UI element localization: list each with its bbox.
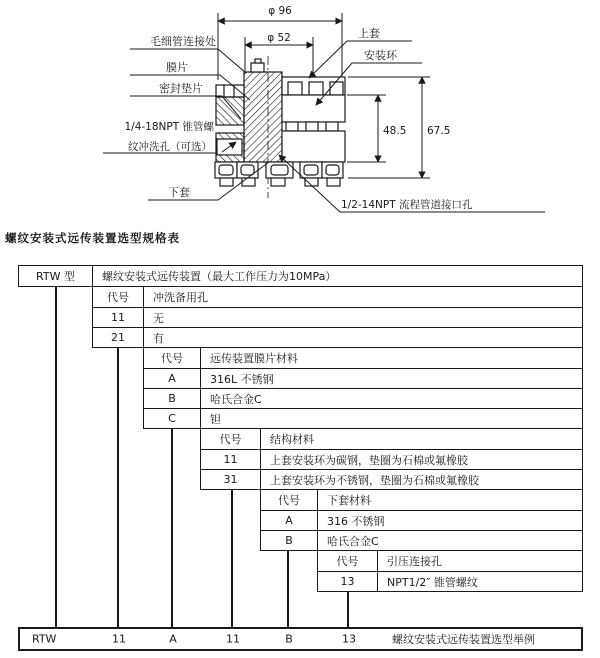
mount-ring-face (282, 95, 345, 122)
table-row (144, 388, 582, 408)
desc-header-cell: 引压连接孔 (387, 555, 442, 568)
table-block-flush-hole (92, 286, 583, 348)
table-row (93, 287, 582, 307)
label-diaphragm: 膜片 (166, 61, 188, 74)
code-cell: A (261, 511, 318, 530)
desc-cell: 哈氏合金C (327, 534, 379, 548)
table-block-diaphragm-material (143, 347, 583, 429)
label-capillary-connection: 毛细管连接处 (150, 35, 216, 48)
table-row (261, 510, 582, 530)
capillary-connector (251, 63, 264, 72)
table-row (261, 490, 582, 510)
desc-cell: 有 (153, 331, 164, 345)
label-process-port: 1/2-14NPT 流程管道接口孔 (341, 199, 473, 211)
leader-capillary (130, 49, 246, 73)
example-value-structure: 11 (226, 632, 240, 646)
code-header-cell: 代号 (144, 348, 201, 368)
desc-cell: 无 (153, 311, 164, 325)
desc-cell: NPT1/2″ 锥管螺纹 (387, 575, 478, 589)
table-row (144, 368, 582, 388)
model-code-cell: RTW 型 (19, 266, 93, 286)
table-row (318, 551, 582, 571)
upper-left-housing-section (216, 97, 244, 125)
diaphragm-capsule-section (244, 72, 282, 162)
desc-cell: 上套安装环为碳钢，垫圈为石棉或氟橡胶 (270, 453, 468, 467)
desc-header-cell: 下套材料 (327, 494, 371, 507)
desc-header-cell: 冲洗备用孔 (153, 291, 208, 304)
table-row (318, 571, 582, 591)
code-cell: 11 (93, 308, 144, 327)
example-label: 螺纹安装式远传装置选型举例 (392, 633, 535, 646)
table-row (201, 429, 582, 449)
table-row (201, 449, 582, 469)
example-value-flush: 11 (112, 632, 126, 646)
table-row (261, 530, 582, 550)
desc-header-cell: 结构材料 (270, 433, 314, 446)
code-header-cell: 代号 (318, 551, 378, 571)
connector-line (287, 550, 289, 627)
top-bolt (330, 82, 343, 95)
table-row (144, 348, 582, 368)
example-value-lower-sleeve: B (285, 632, 293, 646)
code-cell: A (144, 369, 201, 388)
connector-line (55, 286, 57, 627)
model-desc-cell: 螺纹安装式远传装置（最大工作压力为10MPa） (102, 270, 337, 283)
code-cell: B (144, 389, 201, 408)
mid-bolt (286, 122, 298, 131)
connector-line (171, 428, 173, 627)
table-block-lower-sleeve-material (260, 489, 583, 551)
section-title: 螺纹安装式远传装置选型规格表 (5, 231, 180, 245)
code-cell: 31 (201, 470, 261, 489)
code-cell: B (261, 531, 318, 550)
dim-67-label: 67.5 (427, 125, 451, 137)
mid-bolt (306, 122, 318, 131)
example-value-diaphragm: A (169, 632, 177, 646)
lower-sleeve-face (282, 131, 345, 162)
table-row (19, 266, 582, 286)
example-value-model: RTW (32, 632, 57, 646)
device-body (215, 59, 345, 186)
label-upper-sleeve: 上套 (358, 27, 380, 40)
table-row (93, 307, 582, 327)
bottom-washer (220, 178, 233, 186)
bottom-washer (271, 178, 285, 186)
connector-line (231, 489, 233, 627)
device-cross-section-drawing (0, 0, 600, 230)
dim-48-label: 48.5 (383, 125, 407, 137)
code-cell: 13 (318, 572, 378, 591)
desc-header-cell: 远传装置膜片材料 (210, 352, 298, 365)
code-cell: 11 (201, 450, 261, 469)
code-cell: 21 (93, 328, 144, 347)
example-row (18, 627, 583, 651)
label-mount-ring: 安装环 (364, 49, 397, 62)
code-header-cell: 代号 (201, 429, 261, 449)
label-lower-sleeve: 下套 (168, 186, 190, 199)
label-flush-hole-line2: 纹冲洗孔（可选） (128, 141, 212, 153)
connector-line (347, 591, 349, 627)
bottom-washer (327, 178, 340, 186)
connector-line (117, 347, 119, 627)
desc-cell: 上套安装环为不锈钢，垫圈为石棉或氟橡胶 (270, 473, 479, 487)
dim-phi96-label: φ 96 (268, 5, 292, 17)
desc-cell: 哈氏合金C (210, 392, 262, 406)
capillary-nub (255, 59, 261, 63)
code-cell: C (144, 409, 201, 428)
desc-cell: 316 不锈钢 (327, 514, 385, 528)
top-bolt (288, 82, 302, 95)
label-flush-hole-line1: 1/4-18NPT 锥管螺 (124, 121, 214, 133)
table-block-model (18, 265, 583, 287)
mid-bolt (326, 122, 338, 131)
code-header-cell: 代号 (93, 287, 144, 307)
code-header-cell: 代号 (261, 490, 318, 510)
table-block-pressure-port (317, 550, 583, 592)
label-seal-gasket: 密封垫片 (159, 82, 203, 95)
dim-phi52-label: φ 52 (267, 32, 291, 44)
bottom-washer (242, 178, 255, 186)
top-bolt (309, 82, 323, 95)
table-row (144, 408, 582, 428)
table-row (93, 327, 582, 347)
table-row (201, 469, 582, 489)
table-block-structure-material (200, 428, 583, 490)
desc-cell: 钽 (210, 412, 221, 426)
example-value-port: 13 (342, 632, 356, 646)
desc-cell: 316L 不锈钢 (210, 372, 274, 386)
